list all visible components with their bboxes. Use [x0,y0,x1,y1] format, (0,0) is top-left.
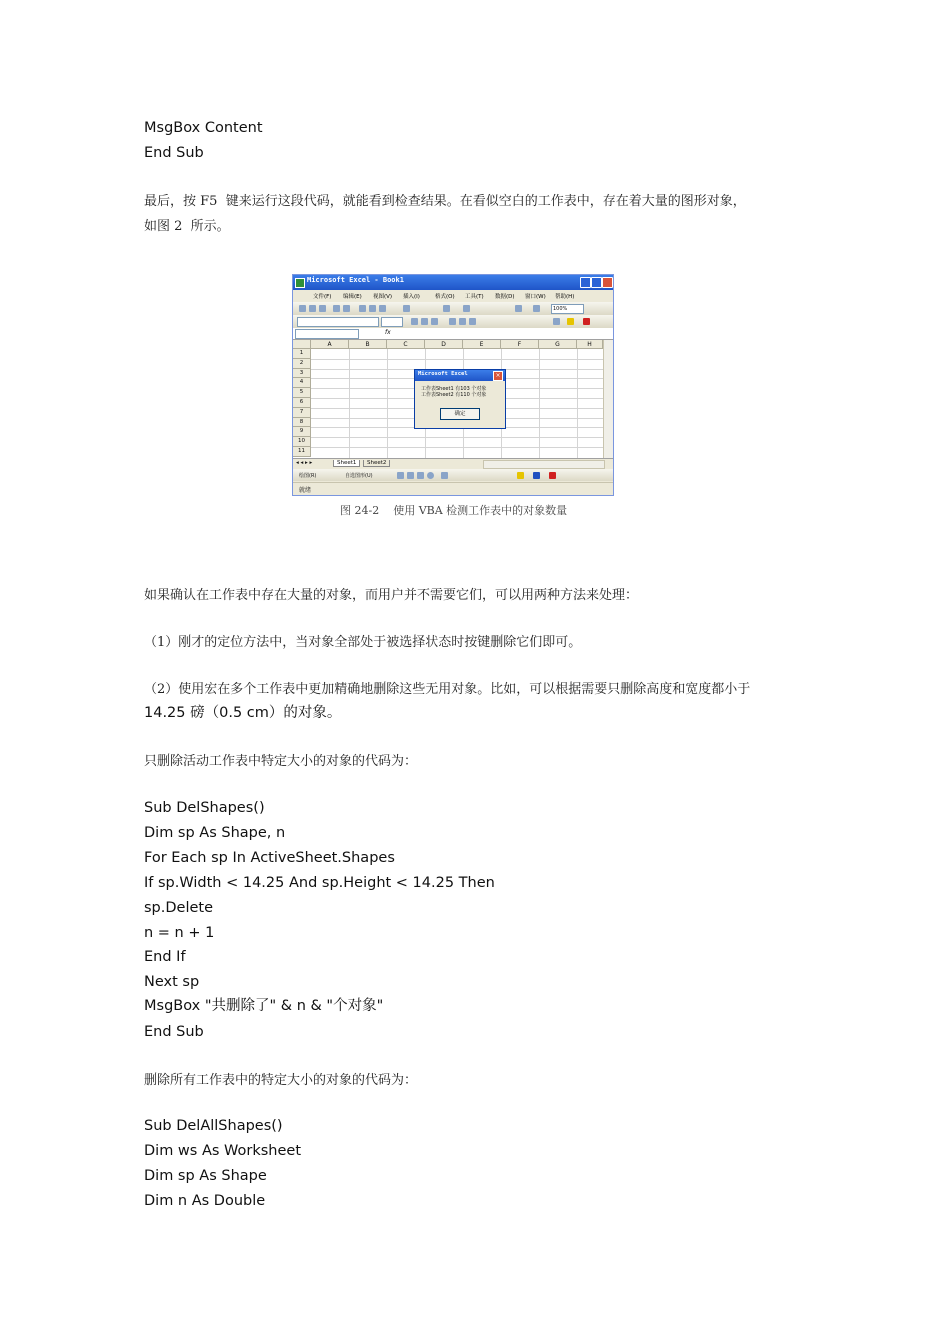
row-header[interactable]: 4 [293,378,311,388]
dialog-message [421,386,486,398]
code-line: Next sp [144,974,200,990]
row-header[interactable]: 10 [293,437,311,447]
print-icon[interactable] [333,305,340,312]
oval-icon[interactable] [427,472,434,479]
bold-icon[interactable] [411,318,418,325]
menu-item[interactable]: 视图(V) [373,294,393,300]
column-header[interactable]: H [577,340,603,349]
code-line: Dim n As Double [144,1193,266,1209]
menu-item[interactable]: 插入(I) [403,294,420,300]
paragraph-confirm: 如果确认在工作表中存在大量的对象，而用户并不需要它们，可以用两种方法来处理： [144,588,639,603]
code-line: Dim sp As Shape [144,1168,267,1184]
cut-icon[interactable] [359,305,366,312]
menu-item[interactable]: 数据(D) [495,294,515,300]
line-icon[interactable] [397,472,404,479]
code-line: Sub DelAllShapes() [144,1118,283,1134]
status-text: 就绪 [299,487,312,494]
save-icon[interactable] [319,305,326,312]
dialog-message-line: 工作表Sheet1 有103 个对象 [421,386,487,392]
minimize-icon[interactable] [580,277,591,288]
fill-color-icon[interactable] [567,318,574,325]
menu-bar [293,290,613,301]
code-line: MsgBox Content [144,120,263,136]
borders-icon[interactable] [553,318,560,325]
window-title: Microsoft Excel - Book1 [307,276,404,284]
row-header[interactable]: 3 [293,369,311,379]
column-header[interactable]: F [501,340,539,349]
row-header[interactable]: 5 [293,388,311,398]
column-header[interactable]: G [539,340,577,349]
underline-icon[interactable] [431,318,438,325]
code-line: n = n + 1 [144,925,215,941]
menu-item[interactable]: 编辑(E) [343,294,362,300]
formula-bar [293,328,613,340]
drawing-toolbar [293,469,613,481]
code-line: If sp.Width < 14.25 And sp.Height < 14.25 Then [144,875,495,891]
sort-icon[interactable] [463,305,470,312]
menu-item[interactable]: 格式(O) [435,294,455,300]
grid-line [577,349,578,458]
menu-item[interactable]: 窗口(W) [525,294,546,300]
tab-nav-arrows[interactable]: ◂ ◂ ▸ ▸ [296,460,313,466]
align-right-icon[interactable] [469,318,476,325]
align-left-icon[interactable] [449,318,456,325]
window-titlebar [293,275,613,290]
paragraph-active-sheet: 只删除活动工作表中特定大小的对象的代码为： [144,754,418,769]
font-name-box[interactable] [297,317,379,327]
row-header[interactable]: 6 [293,398,311,408]
fill-color-icon[interactable] [517,472,524,479]
standard-toolbar [293,302,613,316]
grid-line [311,447,603,448]
sheet-tab-sheet1[interactable]: Sheet1 [333,460,360,467]
column-header[interactable]: B [349,340,387,349]
sheet-tab-bar [293,458,613,469]
code-line: End Sub [144,145,204,161]
rectangle-icon[interactable] [417,472,424,479]
list-item-2-cont [144,704,341,722]
row-header[interactable]: 7 [293,408,311,418]
fx-label: fx [385,329,391,336]
paragraph-all-sheets: 删除所有工作表中的特定大小的对象的代码为： [144,1073,418,1088]
dialog-title: Microsoft Excel [418,371,468,377]
maximize-icon[interactable] [591,277,602,288]
new-icon[interactable] [299,305,306,312]
italic-icon[interactable] [421,318,428,325]
dialog-titlebar [415,370,505,381]
close-icon[interactable] [602,277,613,288]
code-line: Dim sp As Shape, n [144,825,286,841]
copy-icon[interactable] [369,305,376,312]
code-line: MsgBox "共删除了" & n & "个对象" [144,998,384,1014]
vertical-scrollbar[interactable] [603,340,614,458]
sheet-tab-sheet2[interactable]: Sheet2 [363,460,390,467]
paragraph-run-hint-cont: 如图 2 所示。 [144,219,230,234]
paste-icon[interactable] [379,305,386,312]
drawing-icon[interactable] [533,305,540,312]
code-line: sp.Delete [144,900,214,916]
list-item-2: （2）使用宏在多个工作表中更加精确地删除这些无用对象。比如，可以根据需要只删除高度和宽度都小于 [144,682,751,697]
status-bar [293,482,613,496]
menu-item[interactable]: 文件(F) [313,294,332,300]
column-header[interactable]: E [463,340,501,349]
open-icon[interactable] [309,305,316,312]
row-header[interactable]: 1 [293,349,311,359]
row-header[interactable]: 11 [293,447,311,457]
align-center-icon[interactable] [459,318,466,325]
preview-icon[interactable] [343,305,350,312]
code-line: End If [144,949,186,965]
sum-icon[interactable] [443,305,450,312]
row-header[interactable]: 8 [293,418,311,428]
excel-app-icon [295,278,305,288]
textbox-icon[interactable] [441,472,448,479]
menu-item[interactable]: 工具(T) [465,294,484,300]
column-header[interactable]: A [311,340,349,349]
column-header[interactable]: C [387,340,425,349]
excel-screenshot-figure [292,274,614,496]
grid-line [387,349,388,458]
name-box[interactable] [295,329,359,339]
font-color-icon[interactable] [549,472,556,479]
draw-menu[interactable]: 绘图(R) [299,473,317,479]
row-header[interactable]: 2 [293,359,311,369]
code-line: End Sub [144,1024,204,1040]
list-item-2-cont-text: 14.25 磅（0.5 cm）的对象。 [144,705,342,721]
autoshape-menu[interactable]: 自选图形(U) [345,473,373,479]
horizontal-scrollbar[interactable] [483,460,605,469]
font-size-box[interactable] [381,317,403,327]
code-line: For Each sp In ActiveSheet.Shapes [144,850,395,866]
grid-line [311,359,603,360]
chart-icon[interactable] [515,305,522,312]
line-color-icon[interactable] [533,472,540,479]
grid-line [311,437,603,438]
code-line: Dim ws As Worksheet [144,1143,302,1159]
arrow-icon[interactable] [407,472,414,479]
dialog-message-line: 工作表Sheet2 有110 个对象 [421,392,487,398]
corner-select-all[interactable] [293,340,311,349]
formatting-toolbar [293,315,613,329]
menu-item[interactable]: 帮助(H) [555,294,575,300]
figure-caption: 图 24-2 使用 VBA 检测工作表中的对象数量 [340,504,568,517]
msgbox-dialog [414,369,506,429]
grid-line [539,349,540,458]
paragraph-run-hint: 最后，按 F5 键来运行这段代码，就能看到检查结果。在看似空白的工作表中，存在着大量的图形对象， [144,194,746,209]
list-item-1: （1）刚才的定位方法中，当对象全部处于被选择状态时按键删除它们即可。 [144,635,582,650]
zoom-box[interactable]: 100% [551,304,584,314]
font-color-icon[interactable] [583,318,590,325]
row-header[interactable]: 9 [293,427,311,437]
grid-line [349,349,350,458]
dialog-close-icon[interactable]: × [493,371,503,381]
undo-icon[interactable] [403,305,410,312]
code-line: Sub DelShapes() [144,800,265,816]
ok-button[interactable]: 确定 [440,408,480,420]
column-header[interactable]: D [425,340,463,349]
